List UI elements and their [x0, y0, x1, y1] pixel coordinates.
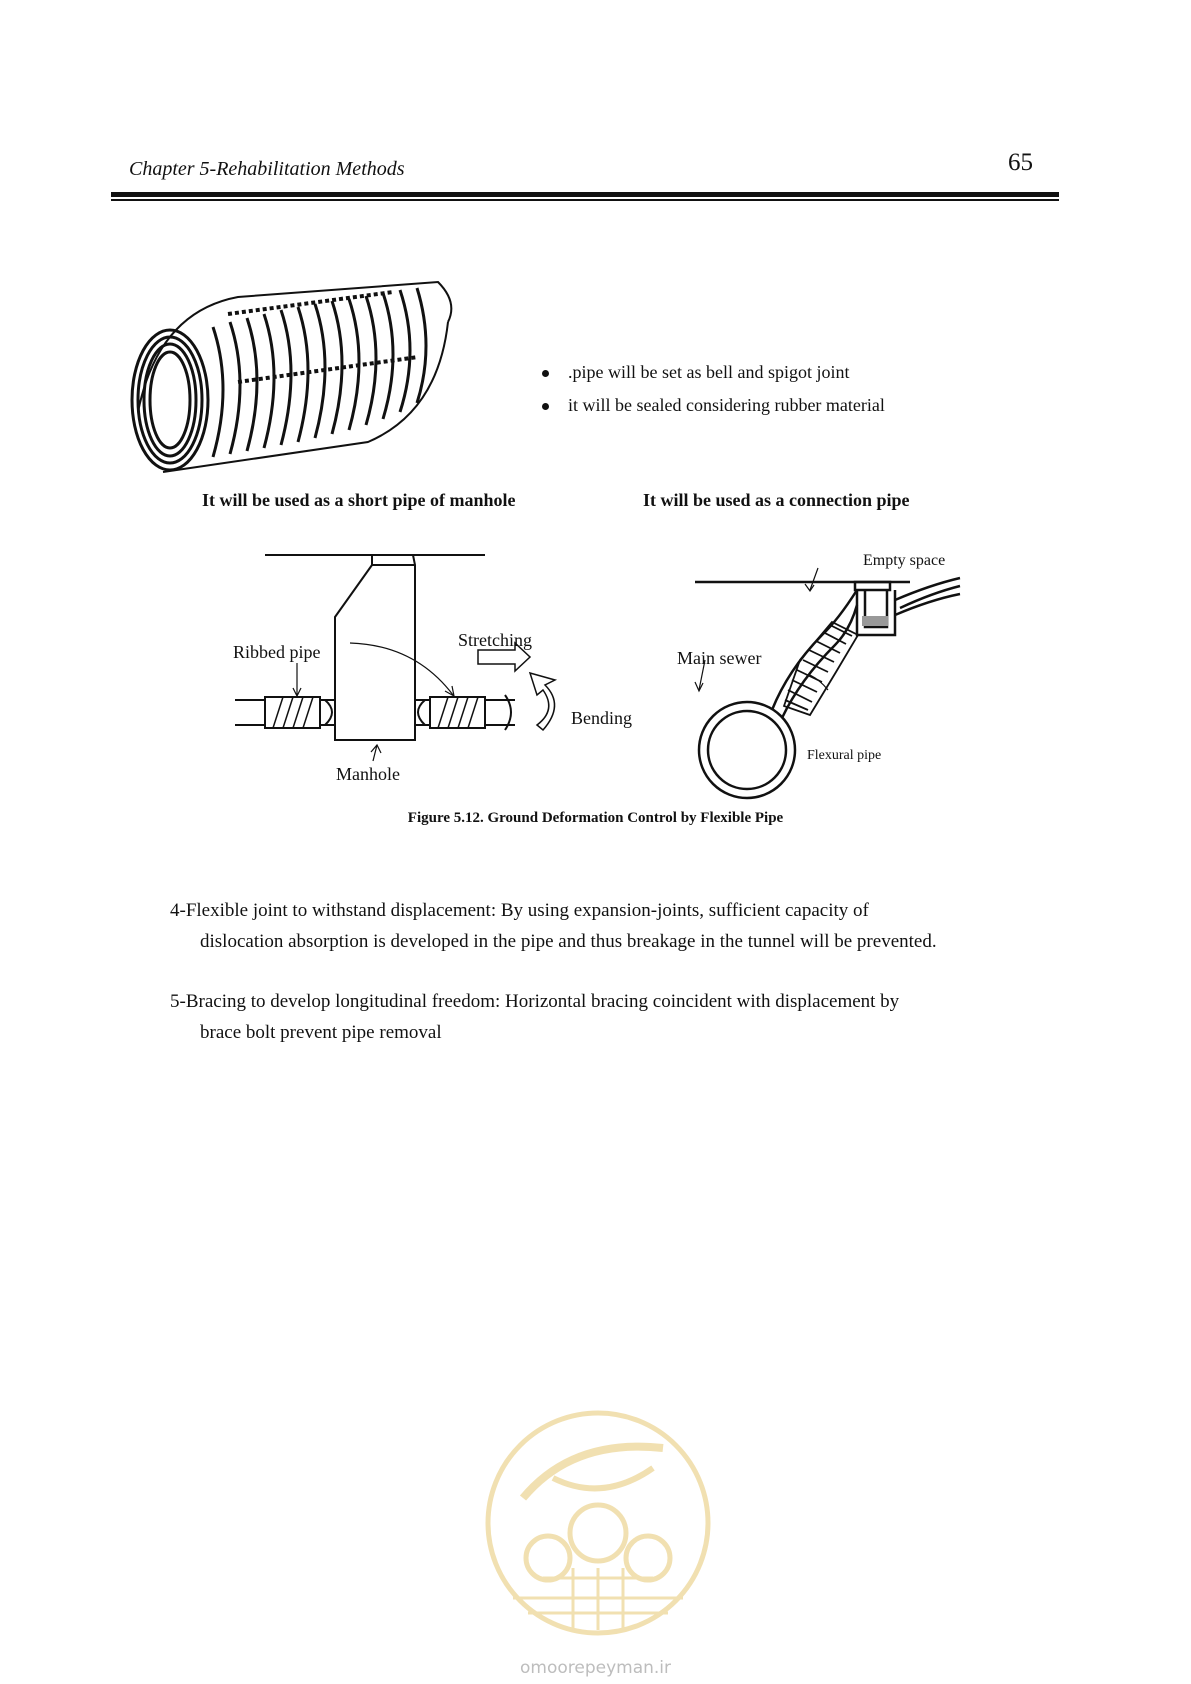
paragraph-first-line: 5-Bracing to develop longitudinal freedom: Horizontal bracing coincident with displacement by [170, 991, 900, 1012]
watermark-logo-icon [483, 1408, 713, 1638]
bullet-text: it will be sealed considering rubber material [568, 395, 885, 415]
bullet-icon [542, 403, 549, 410]
empty-space-label: Empty space [863, 552, 946, 569]
flexural-pipe-label: Flexural pipe [807, 748, 882, 763]
bullet-list [540, 360, 885, 426]
ribbed-pipe-label: Ribbed pipe [233, 642, 321, 662]
bullet-icon [542, 370, 549, 377]
page-number: 65 [1008, 149, 1033, 176]
paragraph-first-line: 4-Flexible joint to withstand displacement: By using expansion-joints, sufficient capacity of [170, 900, 869, 921]
bending-label: Bending [571, 708, 632, 728]
figure-caption: Figure 5.12. Ground Deformation Control by Flexible Pipe [407, 810, 784, 826]
right-figure-caption: It will be used as a connection pipe [643, 490, 910, 510]
stretching-label: Stretching [458, 630, 532, 650]
manhole-label: Manhole [336, 764, 400, 784]
paragraph-continuation: dislocation absorption is developed in the pipe and thus breakage in the tunnel will be prevented. [200, 930, 937, 952]
corrugated-pipe-illustration [118, 272, 458, 482]
paragraph-bracing [170, 987, 1058, 1048]
paragraph-flexible-joint [170, 896, 1058, 957]
paragraph-continuation: brace bolt prevent pipe removal [200, 1021, 442, 1043]
header-rule-thick [111, 192, 1059, 197]
main-sewer-label: Main sewer [677, 648, 762, 668]
header-rule-thin [111, 199, 1059, 201]
left-figure-caption: It will be used as a short pipe of manhole [202, 490, 516, 510]
watermark-url: omoorepeyman.ir [519, 1658, 672, 1678]
manhole-diagram [225, 545, 645, 795]
list-item [540, 360, 885, 393]
bullet-text: .pipe will be set as bell and spigot joint [568, 362, 850, 382]
connection-pipe-diagram [660, 560, 980, 800]
list-item [540, 393, 885, 426]
chapter-title: Chapter 5-Rehabilitation Methods [129, 158, 405, 180]
